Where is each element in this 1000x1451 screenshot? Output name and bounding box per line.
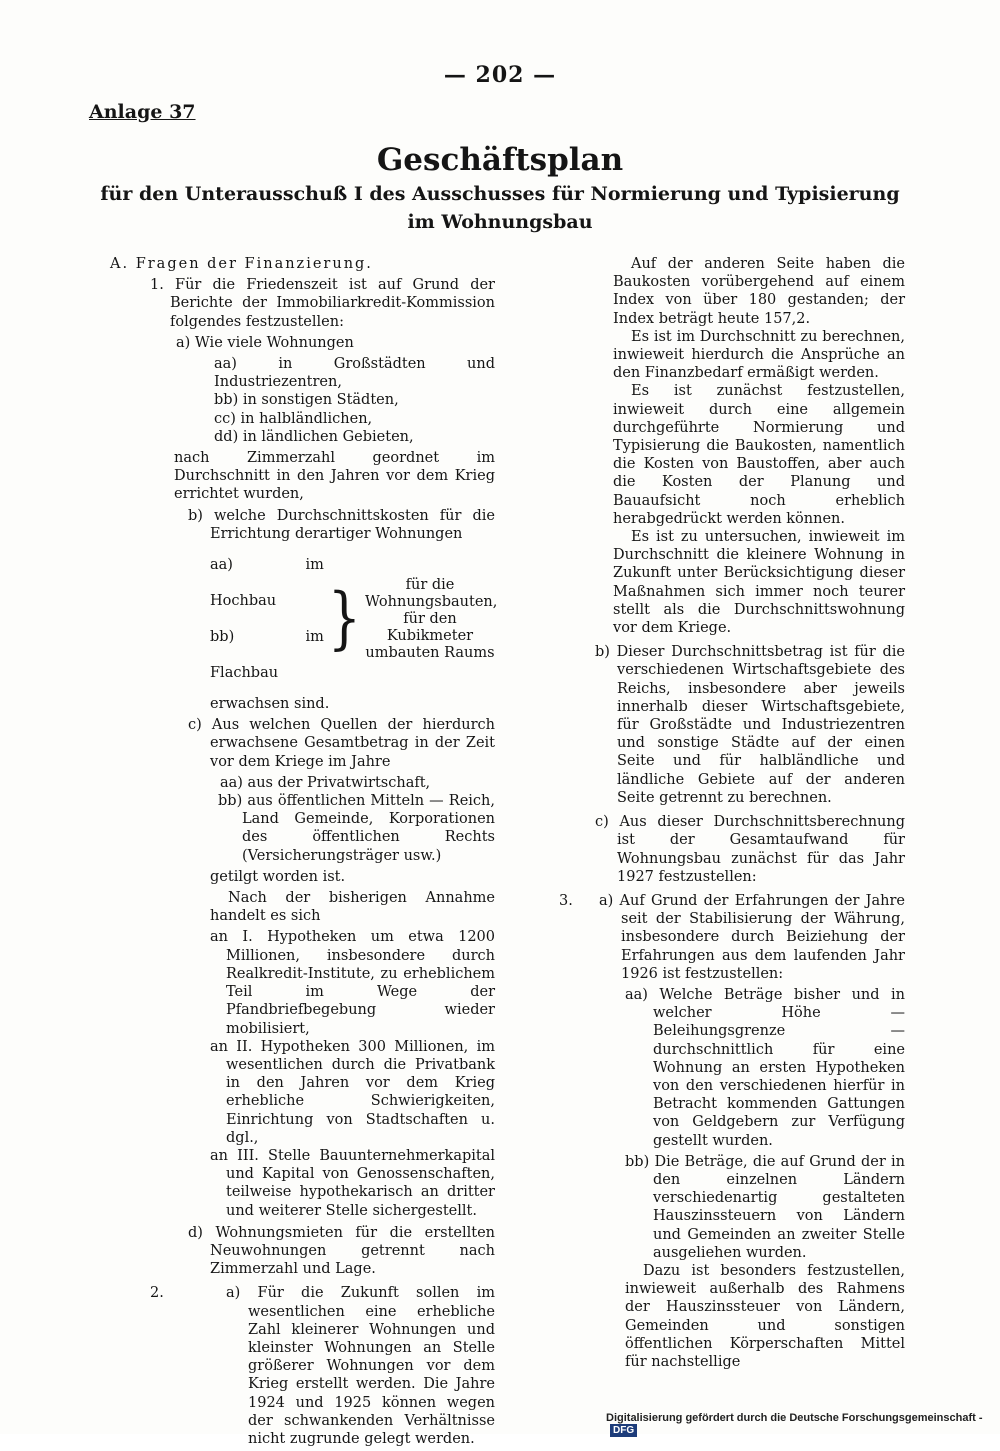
section-heading-a: A. Fragen der Finanzierung. [110, 256, 373, 272]
para-1: 1. Für die Friedenszeit ist auf Grund der Berichte der Immobiliarkredit-Kommission folgendes festzustellen: [150, 277, 495, 330]
para-1a-tail: nach Zimmerzahl geordnet im Durchschnitt in den Jahren vor dem Krieg errichtet wurden, [174, 450, 495, 503]
footer-text: Digitalisierung gefördert durch die Deutsche Forschungsgemeinschaft - [606, 1412, 983, 1424]
right-para-3a: a) Auf Grund der Erfahrungen der Jahre seit der Stabilisierung der Währung, insbesondere durch Beiziehung der Erfahrungen aus dem laufenden Jahr 1926 ist festzustellen: [599, 892, 905, 982]
para-2a: a) Für die Zukunft sollen im wesentlichen eine erhebliche Zahl kleinerer Wohnungen und kleinster Wohnungen an Stelle größerer Wohnungen vor dem Krieg erstellt werden. Die Jahre 1924 und 1925 können wegen der schwankenden Verhältnisse nicht zugrunde gelegt werden. [226, 1285, 495, 1447]
right-para-2: Es ist im Durchschnitt zu berechnen, inwieweit hierdurch die Ansprüche an den Finanzbedarf ermäßigt werden. [613, 328, 905, 382]
right-para-c: c) Aus dieser Durchschnittsberechnung ist der Gesamtaufwand für Wohnungsbau zunächst für das Jahr 1927 festzustellen: [595, 814, 905, 885]
right-para-3a-bb-cont: Dazu ist besonders festzustellen, inwieweit außerhalb des Rahmens der Hauszinssteuer von Ländern, Gemeinden und sonstigen öffentlichen Körperschaften Mittel für nachstellige [625, 1262, 905, 1370]
para-1c-bb: bb) aus öffentlichen Mitteln — Reich, Land Gemeinde, Korporationen des öffentlichen Rechts (Versicherungsträger usw.) [218, 793, 495, 864]
para-2-number: 2. [150, 1285, 164, 1302]
para-1c-I: an I. Hypotheken um etwa 1200 Millionen, insbesondere durch Realkredit-Institute, zu erheblichem Teil im Wege der Pfandbriefbegebung wieder mobilisiert, [210, 929, 495, 1037]
para-1b: b) welche Durchschnittskosten für die Errichtung derartiger Wohnungen [188, 507, 495, 542]
right-para-3: Es ist zunächst festzustellen, inwieweit durch eine allgemein durchgeführte Normierung und Typisierung die Baukosten, namentlich die Kosten von Baustoffen, aber auch die Kosten der Planung und Bauaufsicht noch erheblich herabgedrückt werden können. [613, 383, 905, 527]
para-1b-aa: aa) im Hochbau [210, 557, 324, 610]
subtitle-line-1: für den Unterausschuß I des Ausschusses für Normierung und Typisierung [100, 183, 900, 205]
cost-brace-group [110, 547, 498, 691]
para-1b-bb: bb) im Flachbau [210, 629, 324, 682]
page-number: — 202 — [443, 62, 557, 88]
right-para-3a-aa: aa) Welche Beträge bisher und in welcher Höhe — Beleihungsgrenze — durchschnittlich für eine Wohnung an ersten Hypotheken von den verschiedenen hierfür in Betracht kommenden Gattungen von Geldgebern zur Verfügung gestellt wurden. [625, 986, 905, 1149]
para-1c-tail: getilgt worden ist. [210, 868, 346, 885]
para-1a-bb: bb) in sonstigen Städten, [214, 392, 399, 409]
dfg-logo: DFG [610, 1424, 637, 1437]
annex-label: Anlage 37 [89, 101, 196, 123]
right-para-3a-bb: bb) Die Beträge, die auf Grund der in den einzelnen Ländern verschiedenartig gestalteten Hauszinssteuern von Ländern und Gemeinden an zweiter Stelle ausgeliehen wurden. [625, 1153, 905, 1261]
right-para-1: Auf der anderen Seite haben die Baukosten vorübergehend auf einem Index von über 180 gestanden; der Index beträgt heute 157,2. [613, 256, 905, 327]
subtitle-line-2: im Wohnungsbau [407, 211, 593, 233]
para-1c-aa: aa) aus der Privatwirtschaft, [220, 774, 431, 791]
para-1d: d) Wohnungsmieten für die erstellten Neuwohnungen getrennt nach Zimmerzahl und Lage. [188, 1224, 495, 1278]
footer-credit [606, 1412, 1000, 1437]
right-para-3-block [555, 892, 905, 986]
right-column [555, 255, 905, 1374]
para-1c-III: an III. Stelle Bauunternehmerkapital und Kapital von Genossenschaften, teilweise hypothekarisch an dritter und weiterer Stelle sichergestellt. [210, 1147, 495, 1219]
left-column [110, 255, 498, 1451]
para-1a: a) Wie viele Wohnungen [176, 334, 354, 351]
para-3-number: 3. [559, 892, 573, 909]
para-1c: c) Aus welchen Quellen der hierdurch erwachsene Gesamtbetrag in der Zeit vor dem Kriege im Jahre [188, 717, 495, 770]
right-para-4: Es ist zu untersuchen, inwieweit im Durchschnitt die kleinere Wohnung in Zukunft unter Berücksichtigung dieser Maßnahmen sich immer noch teurer stellt als die Durchschnittswohnung vor dem Kriege. [613, 529, 905, 637]
right-para-b: b) Dieser Durchschnittsbetrag ist für die verschiedenen Wirtschaftsgebiete des Reichs, insbesondere aber jeweils innerhalb dieser Wirtschaftsgebiete, für Großstädte und Industriezentren und sonstige Städte auf der einen Seite und für halbländliche und ländliche Gebiete auf der anderen Seite getrennt zu berechnen. [595, 644, 905, 806]
brace-symbol: } [327, 580, 361, 659]
para-1b-brace-text: für die Wohnungsbauten, für den Kubikmeter umbauten Raums [365, 576, 498, 661]
para-1c-note: Nach der bisherigen Annahme handelt es sich [210, 890, 495, 925]
page-title: Geschäftsplan [376, 142, 624, 178]
para-1a-aa: aa) in Großstädten und Industriezentren, [214, 356, 495, 391]
para-2 [110, 1284, 495, 1451]
para-1a-cc: cc) in halbländlichen, [214, 410, 373, 427]
para-1a-dd: dd) in ländlichen Gebieten, [214, 428, 414, 445]
para-1c-II: an II. Hypotheken 300 Millionen, im wesentlichen durch die Privatbank in den Jahren vor dem Krieg erhebliche Schwierigkeiten, Einrichtung von Stadtschaften u. dgl., [210, 1038, 495, 1146]
para-1b-tail: erwachsen sind. [210, 696, 330, 713]
